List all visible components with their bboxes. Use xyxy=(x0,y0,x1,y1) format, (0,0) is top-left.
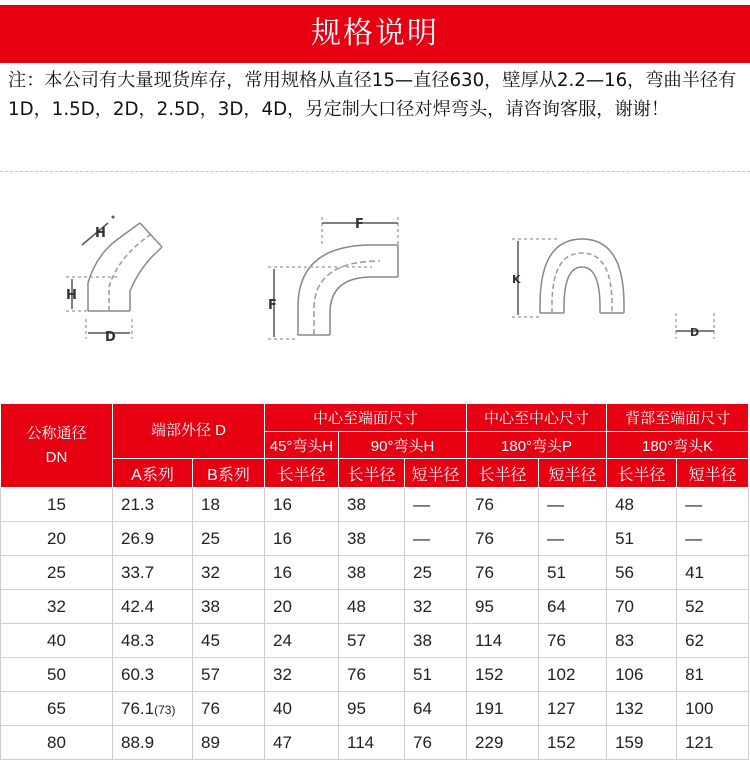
cell-h45: 47 xyxy=(265,726,339,760)
cell-a: 76.1(73) xyxy=(113,692,193,726)
cell-b: 32 xyxy=(193,556,265,590)
cell-ks: 121 xyxy=(677,726,749,760)
cell-a-note: (73) xyxy=(154,702,176,717)
cell-h90l: 95 xyxy=(339,692,405,726)
label-180-k: K xyxy=(512,273,521,286)
cell-b: 76 xyxy=(193,692,265,726)
cell-kl: 56 xyxy=(607,556,677,590)
cell-ps: — xyxy=(539,522,607,556)
cell-h45: 32 xyxy=(265,658,339,692)
cell-pl: 114 xyxy=(467,624,539,658)
spec-table xyxy=(0,403,749,760)
header-elbow90: 90°弯头H xyxy=(339,432,467,459)
page-title: 规格说明 xyxy=(311,16,439,51)
cell-ps: 152 xyxy=(539,726,607,760)
header-long-r: 长半径 xyxy=(339,459,405,488)
table-row xyxy=(1,556,749,590)
stock-note: 注：本公司有大量现货库存，常用规格从直径15—直径630，壁厚从2.2—16，弯曲半径有1D，1.5D，2D，2.5D，3D，4D，另定制大口径对焊弯头，请咨询客服，谢谢！ xyxy=(8,70,737,120)
cell-ks: — xyxy=(677,522,749,556)
cell-a: 60.3 xyxy=(113,658,193,692)
cell-a: 33.7 xyxy=(113,556,193,590)
header-center-to-end: 中心至端面尺寸 xyxy=(265,404,467,432)
header-series-a: A系列 xyxy=(113,459,193,488)
cell-h90s: — xyxy=(405,488,467,522)
cell-h90s: — xyxy=(405,522,467,556)
cell-ks: 62 xyxy=(677,624,749,658)
cell-a: 21.3 xyxy=(113,488,193,522)
cell-kl: 106 xyxy=(607,658,677,692)
cell-b: 45 xyxy=(193,624,265,658)
cell-dn: 15 xyxy=(1,488,113,522)
table-row xyxy=(1,488,749,522)
table-row xyxy=(1,522,749,556)
elbow-45-diagram xyxy=(66,216,162,340)
cell-pl: 152 xyxy=(467,658,539,692)
cell-kl: 159 xyxy=(607,726,677,760)
header-long-r: 长半径 xyxy=(467,459,539,488)
diagram-canvas xyxy=(0,195,750,375)
cell-pl: 95 xyxy=(467,590,539,624)
cell-h90l: 114 xyxy=(339,726,405,760)
header-short-r: 短半径 xyxy=(677,459,749,488)
cell-pl: 76 xyxy=(467,488,539,522)
header-series-b: B系列 xyxy=(193,459,265,488)
cell-h90l: 38 xyxy=(339,522,405,556)
cell-b: 38 xyxy=(193,590,265,624)
cell-dn: 50 xyxy=(1,658,113,692)
cell-dn: 80 xyxy=(1,726,113,760)
cell-kl: 51 xyxy=(607,522,677,556)
table-row xyxy=(1,624,749,658)
cell-b: 89 xyxy=(193,726,265,760)
label-90-f-top: F xyxy=(355,217,364,232)
cell-h90l: 57 xyxy=(339,624,405,658)
cell-h90s: 51 xyxy=(405,658,467,692)
cell-ks: — xyxy=(677,488,749,522)
cell-h90l: 38 xyxy=(339,488,405,522)
cell-ps: 127 xyxy=(539,692,607,726)
cell-b: 18 xyxy=(193,488,265,522)
bend-180-diagram xyxy=(512,239,714,339)
header-dn: 公称通径 DN xyxy=(1,404,113,488)
table-row xyxy=(1,692,749,726)
cell-kl: 48 xyxy=(607,488,677,522)
header-center-to-center: 中心至中心尺寸 xyxy=(467,404,607,432)
label-45-d: D xyxy=(105,330,116,345)
cell-pl: 76 xyxy=(467,522,539,556)
table-row xyxy=(1,726,749,760)
cell-h90s: 25 xyxy=(405,556,467,590)
header-short-r: 短半径 xyxy=(539,459,607,488)
header-long-r: 长半径 xyxy=(265,459,339,488)
header-elbow45: 45°弯头H xyxy=(265,432,339,459)
cell-a: 48.3 xyxy=(113,624,193,658)
cell-h90l: 38 xyxy=(339,556,405,590)
cell-h90s: 76 xyxy=(405,726,467,760)
table-row xyxy=(1,658,749,692)
header-short-r: 短半径 xyxy=(405,459,467,488)
label-90-f-side: F xyxy=(268,298,277,313)
cell-a: 26.9 xyxy=(113,522,193,556)
spec-table-body xyxy=(1,488,749,760)
cell-a: 42.4 xyxy=(113,590,193,624)
cell-ps: 51 xyxy=(539,556,607,590)
cell-h45: 16 xyxy=(265,488,339,522)
table-row xyxy=(1,590,749,624)
cell-dn: 40 xyxy=(1,624,113,658)
header-bend180k: 180°弯头K xyxy=(607,432,749,459)
cell-h45: 16 xyxy=(265,556,339,590)
cell-ps: 64 xyxy=(539,590,607,624)
cell-dn: 65 xyxy=(1,692,113,726)
cell-ps: 102 xyxy=(539,658,607,692)
cell-ks: 81 xyxy=(677,658,749,692)
cell-ks: 41 xyxy=(677,556,749,590)
cell-dn: 32 xyxy=(1,590,113,624)
cell-h45: 40 xyxy=(265,692,339,726)
cell-kl: 132 xyxy=(607,692,677,726)
header-back-to-end: 背部至端面尺寸 xyxy=(607,404,749,432)
elbow-90-diagram xyxy=(268,217,398,339)
divider xyxy=(0,171,750,172)
cell-ks: 100 xyxy=(677,692,749,726)
cell-dn: 25 xyxy=(1,556,113,590)
label-180-d: D xyxy=(690,326,700,339)
cell-h90l: 76 xyxy=(339,658,405,692)
cell-kl: 83 xyxy=(607,624,677,658)
cell-ks: 52 xyxy=(677,590,749,624)
cell-h45: 24 xyxy=(265,624,339,658)
cell-h90l: 48 xyxy=(339,590,405,624)
cell-a: 88.9 xyxy=(113,726,193,760)
cell-pl: 191 xyxy=(467,692,539,726)
header-od: 端部外径 D xyxy=(113,404,265,459)
header-long-r: 长半径 xyxy=(607,459,677,488)
cell-ps: 76 xyxy=(539,624,607,658)
cell-h90s: 38 xyxy=(405,624,467,658)
cell-pl: 76 xyxy=(467,556,539,590)
cell-ps: — xyxy=(539,488,607,522)
label-45-h-angled: H xyxy=(95,226,106,241)
cell-h90s: 32 xyxy=(405,590,467,624)
cell-b: 25 xyxy=(193,522,265,556)
cell-b: 57 xyxy=(193,658,265,692)
cell-pl: 229 xyxy=(467,726,539,760)
fitting-diagrams xyxy=(0,195,750,375)
header-bend180p: 180°弯头P xyxy=(467,432,607,459)
cell-dn: 20 xyxy=(1,522,113,556)
cell-h45: 16 xyxy=(265,522,339,556)
cell-kl: 70 xyxy=(607,590,677,624)
label-45-h: H xyxy=(66,288,77,303)
cell-h90s: 64 xyxy=(405,692,467,726)
page-title-banner xyxy=(0,5,750,63)
cell-h45: 20 xyxy=(265,590,339,624)
